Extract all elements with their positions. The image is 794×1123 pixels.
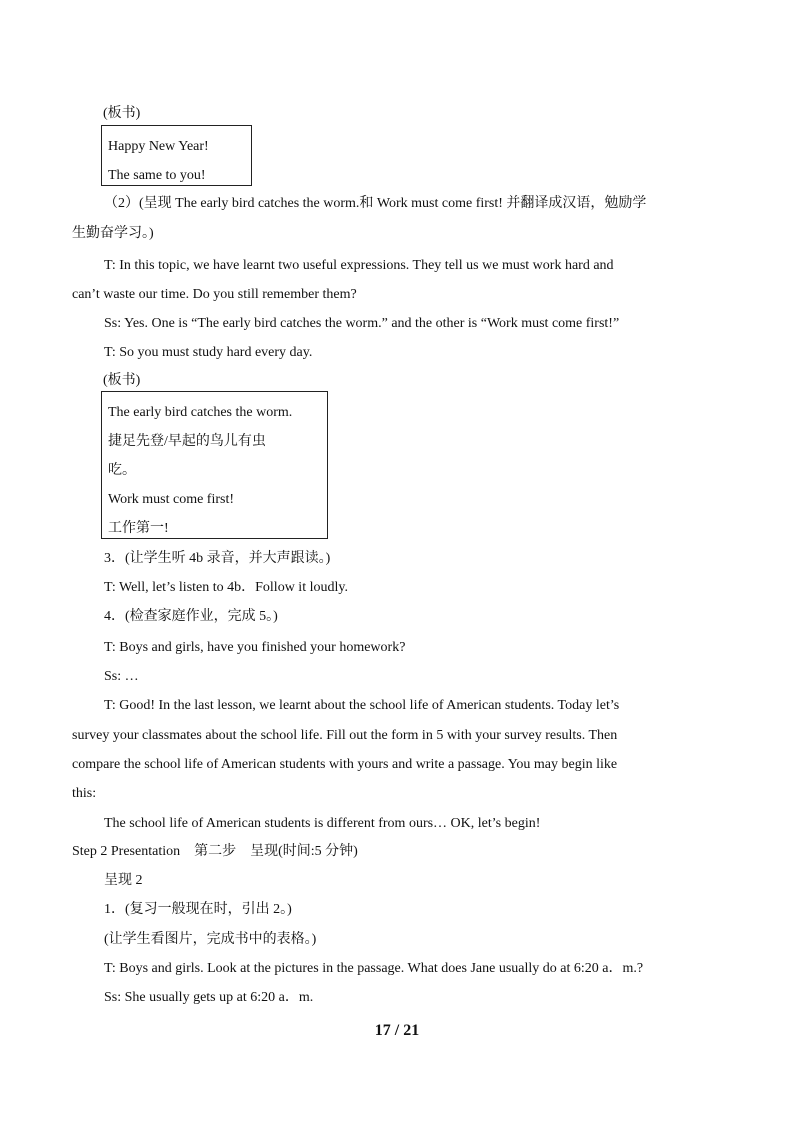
teacher-line: T: Well, let’s listen to 4b．Follow it loudly. xyxy=(104,580,348,595)
board-box-1 xyxy=(101,125,252,186)
board-box-2-line: 捷足先登/早起的鸟儿有虫 xyxy=(108,434,266,449)
step-3: 3．(让学生听 4b 录音，并大声跟读。) xyxy=(104,551,331,566)
board-box-2-line: Work must come first! xyxy=(108,492,235,507)
paragraph-2-line-2: 生勤奋学习。) xyxy=(72,226,154,241)
board-label-1: (板书) xyxy=(103,106,141,121)
teacher-line: T: So you must study hard every day. xyxy=(104,345,313,360)
students-line: Ss: She usually gets up at 6:20 a．m. xyxy=(104,990,314,1005)
step-1: 1．(复习一般现在时，引出 2。) xyxy=(104,902,292,917)
step-2-heading: Step 2 Presentation 第二步 呈现(时间:5 分钟) xyxy=(72,844,358,859)
teacher-line: T: In this topic, we have learnt two useful expressions. They tell us we must work hard and xyxy=(104,258,614,273)
teacher-line-cont: compare the school life of American students with yours and write a passage. You may begin like xyxy=(72,757,618,772)
teacher-line: T: Boys and girls. Look at the pictures in the passage. What does Jane usually do at 6:20 a．m.? xyxy=(104,961,644,976)
board-box-1-line: The same to you! xyxy=(108,168,206,183)
board-box-2-line: The early bird catches the worm. xyxy=(108,405,293,420)
board-label-2: (板书) xyxy=(103,373,141,388)
board-box-1-line: Happy New Year! xyxy=(108,139,209,154)
teacher-line-cont: survey your classmates about the school life. Fill out the form in 5 with your survey results. Then xyxy=(72,728,618,743)
board-box-2-line: 吃。 xyxy=(108,463,136,478)
presentation-2-label: 呈现 2 xyxy=(104,873,143,888)
students-line: Ss: … xyxy=(104,669,139,684)
page-number: 17 / 21 xyxy=(374,1022,420,1039)
step-4: 4．(检查家庭作业，完成 5。) xyxy=(104,609,278,624)
teacher-line: T: Good! In the last lesson, we learnt about the school life of American students. Today let’s xyxy=(104,698,620,713)
teacher-line-cont: can’t waste our time. Do you still remember them? xyxy=(72,287,357,302)
teacher-line-cont: this: xyxy=(72,786,97,801)
students-line: Ss: Yes. One is “The early bird catches the worm.” and the other is “Work must come first!” xyxy=(104,316,620,331)
example-line: The school life of American students is different from ours… OK, let’s begin! xyxy=(104,816,541,831)
board-box-2-line: 工作第一! xyxy=(108,521,169,536)
step-1-note: (让学生看图片，完成书中的表格。) xyxy=(104,932,317,947)
board-box-2 xyxy=(101,391,328,539)
teacher-line: T: Boys and girls, have you finished your homework? xyxy=(104,640,406,655)
paragraph-2-line-1: （2）(呈现 The early bird catches the worm.和 Work must come first! 并翻译成汉语，勉励学 xyxy=(104,196,647,211)
